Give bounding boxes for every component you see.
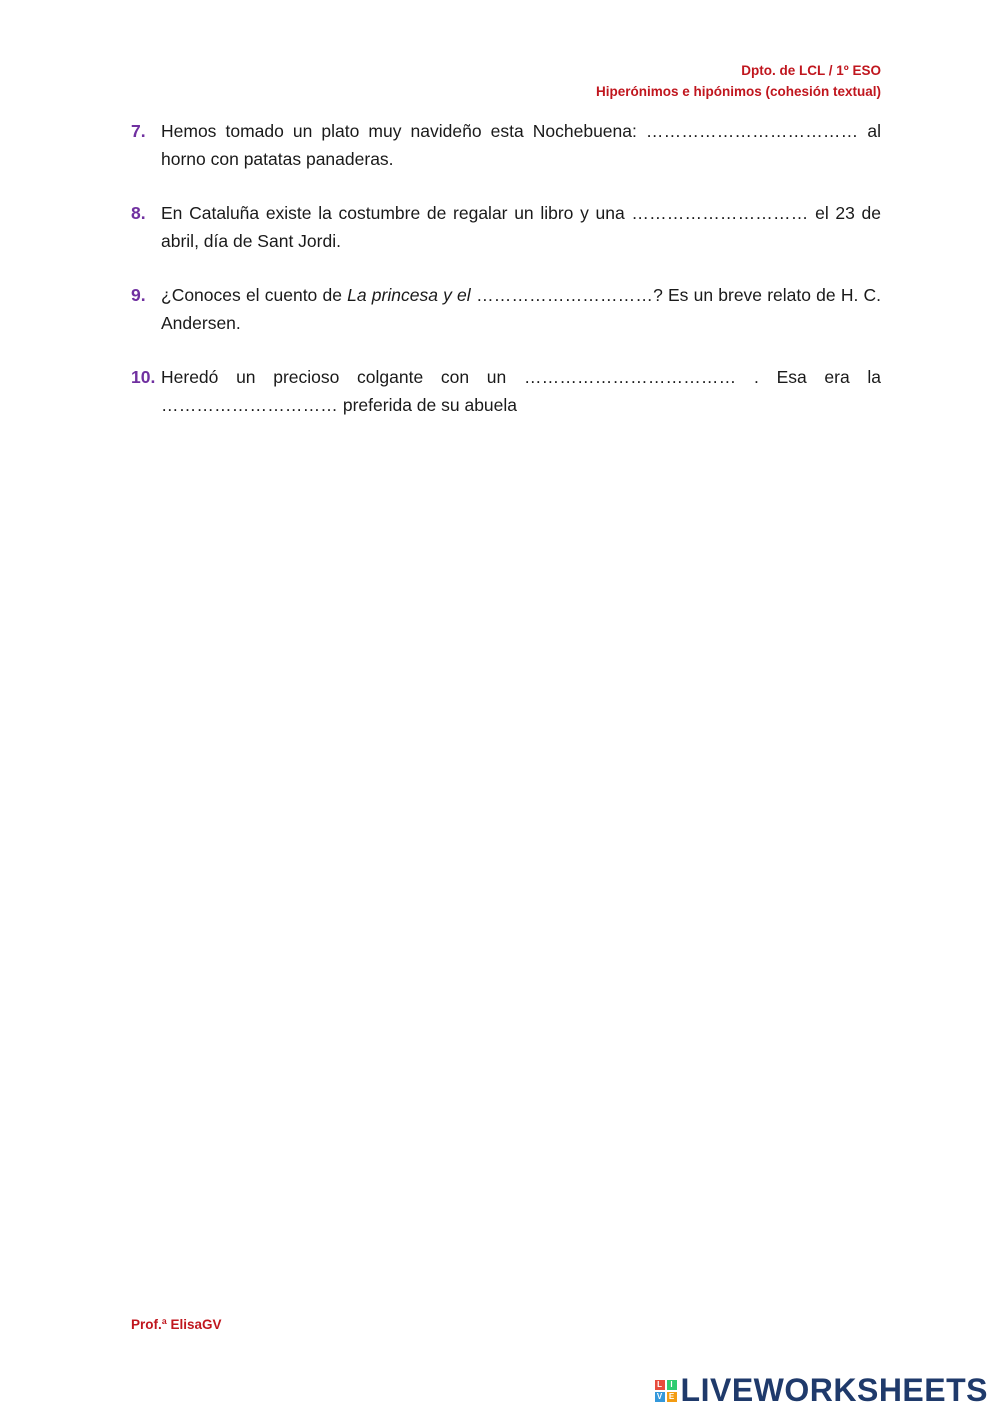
exercise-list bbox=[131, 117, 881, 445]
exercise-7 bbox=[131, 117, 881, 173]
answer-blank[interactable]: ……………………………… bbox=[645, 121, 859, 141]
answer-blank[interactable]: ………………………… bbox=[631, 203, 809, 223]
exercise-number: 9. bbox=[131, 285, 146, 305]
exercise-8 bbox=[131, 199, 881, 255]
exercise-number: 10. bbox=[131, 367, 156, 387]
answer-blank[interactable]: ……………………………… bbox=[523, 367, 737, 387]
answer-blank[interactable]: ………………………… bbox=[161, 395, 338, 415]
header-topic: Hiperónimos e hipónimos (cohesión textual) bbox=[595, 84, 881, 99]
logo-letter: E bbox=[667, 1392, 677, 1402]
logo-letter: I bbox=[667, 1380, 677, 1390]
logo-icon bbox=[655, 1380, 677, 1402]
exercise-text: Heredó un precioso colgante con un ……………………………… . Esa era la ………………………… preferida de su abuela bbox=[161, 367, 881, 415]
exercise-number: 8. bbox=[131, 203, 146, 223]
answer-blank[interactable]: ………………………… bbox=[470, 285, 654, 305]
exercise-9 bbox=[131, 281, 881, 337]
logo-text: LIVEWORKSHEETS bbox=[680, 1372, 988, 1408]
logo-letter: V bbox=[655, 1392, 665, 1402]
page-header bbox=[596, 60, 881, 102]
footer-author: Prof.ª ElisaGV bbox=[131, 1317, 222, 1332]
story-title: La princesa y el bbox=[347, 285, 471, 305]
exercise-text: En Cataluña existe la costumbre de regalar un libro y una ………………………… el 23 de abril, día de Sant Jordi. bbox=[161, 203, 881, 251]
logo-letter: L bbox=[655, 1380, 665, 1390]
exercise-number: 7. bbox=[131, 121, 146, 141]
exercise-text: ¿Conoces el cuento de La princesa y el …………………………? Es un breve relato de H. C. Andersen. bbox=[161, 285, 882, 333]
liveworksheets-logo[interactable] bbox=[655, 1372, 988, 1409]
exercise-text: Hemos tomado un plato muy navideño esta Nochebuena: ……………………………… al horno con patatas panaderas. bbox=[161, 121, 882, 169]
header-department: Dpto. de LCL / 1º ESO bbox=[741, 63, 881, 78]
exercise-10 bbox=[131, 363, 881, 419]
